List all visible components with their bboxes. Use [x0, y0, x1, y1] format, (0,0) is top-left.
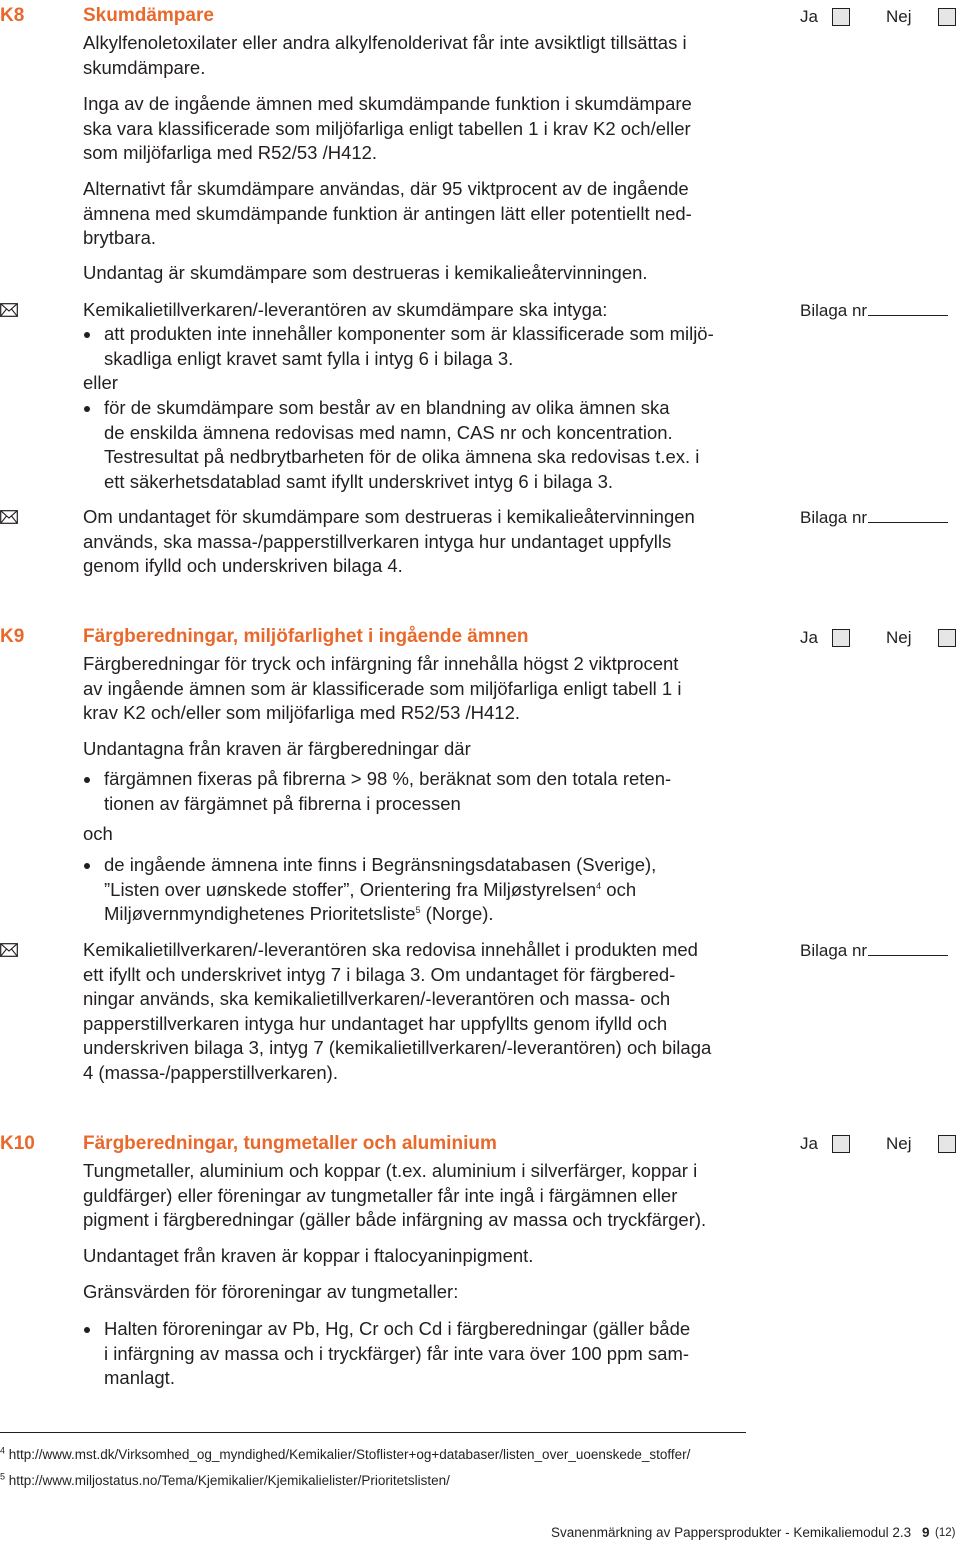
- footnote-number: 4: [0, 1445, 6, 1456]
- bilaga-label: Bilaga nr: [800, 941, 868, 960]
- footnote-link[interactable]: http://www.miljostatus.no/Tema/Kjemikalier/Kjemikalielister/Prioritetslisten/: [8, 1473, 450, 1488]
- paragraph: [83, 652, 773, 726]
- paragraph: [83, 298, 773, 323]
- paragraph: [83, 822, 773, 847]
- text-line: att produkten inte innehåller komponenter som är klassificerade som miljö-: [104, 323, 714, 344]
- text-span: och: [601, 878, 637, 900]
- bilaga-field[interactable]: [800, 941, 948, 961]
- text-line: Gränsvärden för föroreningar av tungmetaller:: [83, 1281, 459, 1302]
- text-line: ämnena med skumdämpande funktion är antingen lätt eller potentiellt ned-: [83, 202, 692, 224]
- text-line: papperstillverkaren intyga hur undantaget har uppfyllts genom ifylld och: [83, 1012, 668, 1034]
- text-line: Kemikalietillverkaren/-leverantören av skumdämpare ska intyga:: [83, 299, 608, 320]
- text-line: Testresultat på nedbrytbarheten för de olika ämnena ska redovisas t.ex. i: [104, 446, 700, 467]
- text-line: skadliga enligt kravet samt fylla i intyg 6 i bilaga 3.: [104, 347, 514, 369]
- text-line: genom ifylld och underskriven bilaga 4.: [83, 555, 403, 576]
- envelope-icon: [0, 510, 18, 524]
- footnote-ref: 4: [596, 880, 602, 891]
- text-line: [104, 902, 656, 927]
- requirement-title: Färgberedningar, miljöfarlighet i ingående ämnen: [83, 626, 529, 647]
- bilaga-field[interactable]: [800, 508, 948, 528]
- bullet-text: [104, 1317, 690, 1391]
- text-line: manlagt.: [104, 1367, 175, 1388]
- text-line: Tungmetaller, aluminium och koppar (t.ex. aluminium i silverfärger, koppar i: [83, 1160, 698, 1181]
- ja-label: Ja: [800, 7, 818, 26]
- footnote-divider: [0, 1432, 746, 1433]
- envelope-icon: [0, 303, 18, 317]
- text-span: Miljøvernmyndighetenes Prioritetsliste: [104, 903, 416, 924]
- text-line: ett säkerhetsdatablad samt ifyllt underskrivet intyg 6 i bilaga 3.: [104, 470, 614, 492]
- envelope-icon: [0, 943, 18, 957]
- paragraph: [83, 505, 773, 579]
- text-line: ett ifyllt och underskrivet intyg 7 i bilaga 3. Om undantaget för färgbered-: [83, 963, 676, 985]
- bilaga-field[interactable]: [800, 301, 948, 321]
- footnote: [0, 1473, 450, 1489]
- requirement-title: Skumdämpare: [83, 5, 214, 26]
- text-line: de ingående ämnena inte finns i Begränsningsdatabasen (Sverige),: [104, 854, 657, 875]
- paragraph: [83, 1244, 773, 1269]
- text-line: underskriven bilaga 3, intyg 7 (kemikalietillverkaren/-leverantören) och bilaga: [83, 1037, 712, 1058]
- text-line: eller: [83, 372, 118, 393]
- text-span: (Norge).: [420, 903, 494, 924]
- ja-checkbox[interactable]: [832, 8, 850, 26]
- text-line: Undantaget från kraven är koppar i ftalocyaninpigment.: [83, 1245, 534, 1266]
- paragraph: [83, 737, 773, 762]
- nej-label: Nej: [886, 628, 912, 647]
- text-line: används, ska massa-/papperstillverkaren intyga hur undantaget uppfylls: [83, 530, 672, 552]
- ja-checkbox[interactable]: [832, 629, 850, 647]
- bullet: [83, 322, 97, 346]
- ja-checkbox[interactable]: [832, 1135, 850, 1153]
- paragraph: [83, 1280, 773, 1305]
- bullet: [83, 853, 97, 877]
- text-line: av ingående ämnen som är klassificerade som miljöfarliga enligt tabell 1 i: [83, 677, 682, 699]
- paragraph: [83, 177, 773, 251]
- bullet: [83, 767, 97, 791]
- text-line: de enskilda ämnena redovisas med namn, CAS nr och koncentration.: [104, 421, 673, 443]
- text-line: Alternativt får skumdämpare användas, där 95 viktprocent av de ingående: [83, 178, 689, 199]
- page-number: 9: [922, 1525, 930, 1540]
- bullet: [83, 1317, 97, 1341]
- text-span: ”Listen over uønskede stoffer”, Orientering fra Miljøstyrelsen: [104, 878, 597, 900]
- nej-checkbox[interactable]: [938, 8, 956, 26]
- text-line: Undantagna från kraven är färgberedningar där: [83, 738, 471, 759]
- footnote-number: 5: [0, 1471, 6, 1482]
- bullet-text: [104, 322, 714, 371]
- footnote-link[interactable]: http://www.mst.dk/Virksomhed_og_myndighed/Kemikalier/Stoflister+og+databaser/listen_over_uoenskede_stoffer/: [8, 1447, 691, 1462]
- nej-label: Nej: [886, 1134, 912, 1153]
- text-line: krav K2 och/eller som miljöfarliga med R52/53 /H412.: [83, 702, 520, 723]
- text-line: i infärgning av massa och i tryckfärger) får inte vara över 100 ppm sam-: [104, 1342, 690, 1364]
- ja-label: Ja: [800, 1134, 818, 1153]
- bilaga-input-line[interactable]: [868, 522, 948, 523]
- text-line: färgämnen fixeras på fibrerna > 98 %, beräknat som den totala reten-: [104, 768, 672, 789]
- nej-checkbox[interactable]: [938, 629, 956, 647]
- ja-label: Ja: [800, 628, 818, 647]
- text-line: som miljöfarliga med R52/53 /H412.: [83, 142, 378, 163]
- text-line: Kemikalietillverkaren/-leverantören ska redovisa innehållet i produkten med: [83, 939, 698, 960]
- text-line: Halten föroreningar av Pb, Hg, Cr och Cd i färgberedningar (gäller både: [104, 1318, 691, 1339]
- requirement-title: Färgberedningar, tungmetaller och aluminium: [83, 1133, 497, 1154]
- page-total: (12): [935, 1527, 956, 1539]
- bilaga-label: Bilaga nr: [800, 508, 868, 527]
- requirement-code: K10: [0, 1133, 35, 1154]
- text-line: ningar används, ska kemikalietillverkaren/-leverantören och massa- och: [83, 988, 671, 1009]
- text-line: Undantag är skumdämpare som destrueras i kemikalieåtervinningen.: [83, 262, 648, 283]
- bullet-text: [104, 767, 671, 816]
- text-line: guldfärger) eller föreningar av tungmetaller får inte ingå i färgämnen eller: [83, 1184, 678, 1206]
- text-line: 4 (massa-/papperstillverkaren).: [83, 1061, 338, 1083]
- nej-label: Nej: [886, 7, 912, 26]
- paragraph: [83, 92, 773, 166]
- bilaga-input-line[interactable]: [868, 955, 948, 956]
- paragraph: [83, 371, 773, 396]
- footnote-ref: 5: [415, 904, 421, 915]
- text-line: skumdämpare.: [83, 56, 206, 78]
- text-line: tionen av färgämnet på fibrerna i processen: [104, 792, 461, 814]
- text-line: ska vara klassificerade som miljöfarliga enligt tabellen 1 i krav K2 och/eller: [83, 117, 691, 139]
- bullet: [83, 396, 97, 420]
- paragraph: [83, 31, 773, 80]
- requirement-code: K9: [0, 626, 25, 647]
- paragraph: [83, 938, 773, 1085]
- text-line: för de skumdämpare som består av en blandning av olika ämnen ska: [104, 397, 670, 418]
- text-line: pigment i färgberedningar (gäller både infärgning av massa och tryckfärger).: [83, 1209, 707, 1230]
- text-line: [104, 878, 656, 903]
- text-line: Färgberedningar för tryck och infärgning får innehålla högst 2 viktprocent: [83, 653, 679, 674]
- requirement-code: K8: [0, 5, 25, 26]
- nej-checkbox[interactable]: [938, 1135, 956, 1153]
- bilaga-label: Bilaga nr: [800, 301, 868, 320]
- bullet-text: [104, 396, 699, 494]
- document-title: Svanenmärkning av Pappersprodukter - Kemikaliemodul 2.3: [551, 1525, 912, 1540]
- footnote: [0, 1447, 690, 1463]
- text-line: Om undantaget för skumdämpare som destrueras i kemikalieåtervinningen: [83, 506, 695, 527]
- paragraph: [83, 1159, 773, 1233]
- bilaga-input-line[interactable]: [868, 315, 948, 316]
- paragraph: [83, 261, 773, 286]
- text-line: brytbara.: [83, 227, 157, 248]
- text-line: och: [83, 823, 113, 844]
- bullet-text: [104, 853, 656, 927]
- text-line: Inga av de ingående ämnen med skumdämpande funktion i skumdämpare: [83, 93, 692, 114]
- text-line: Alkylfenoletoxilater eller andra alkylfenolderivat får inte avsiktligt tillsättas i: [83, 32, 687, 53]
